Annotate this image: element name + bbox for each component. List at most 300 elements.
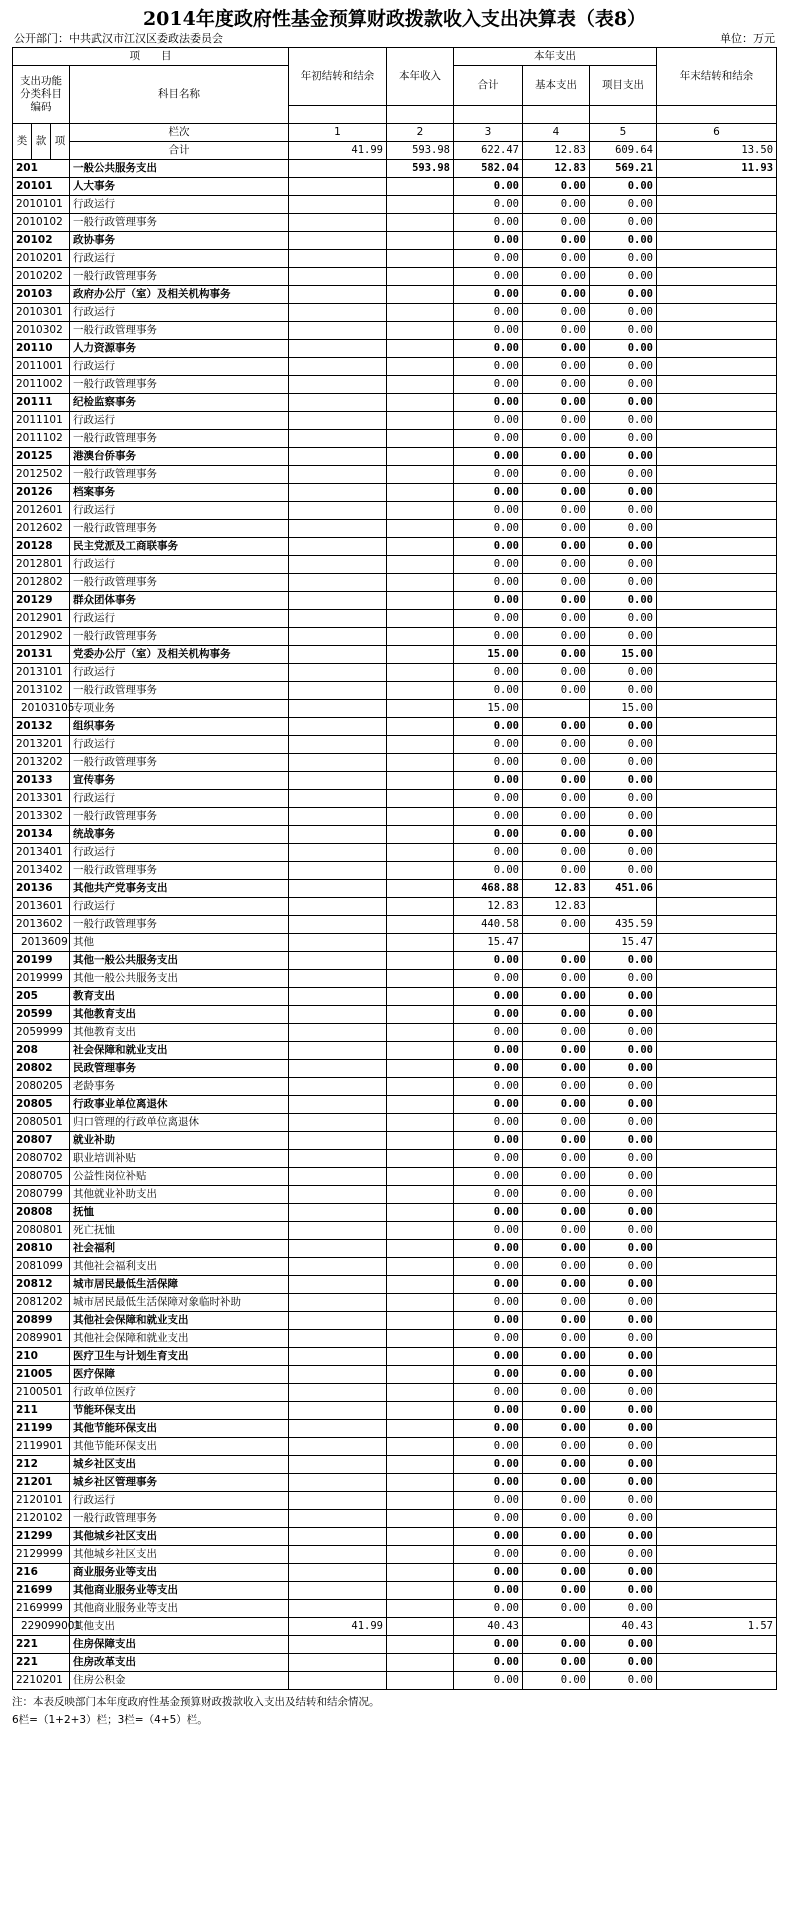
table-row <box>13 1474 777 1492</box>
row-code: 2010102 <box>13 214 70 232</box>
row-value-c4: 0.00 <box>523 1078 590 1096</box>
row-value-c1 <box>289 520 387 538</box>
row-value-c5: 0.00 <box>590 304 657 322</box>
row-value-c2 <box>387 376 454 394</box>
row-value-c2 <box>387 772 454 790</box>
row-value-c6 <box>657 1528 777 1546</box>
row-value-c4: 0.00 <box>523 286 590 304</box>
row-code: 2119901 <box>13 1438 70 1456</box>
table-row <box>13 1258 777 1276</box>
row-value-c5: 0.00 <box>590 376 657 394</box>
row-value-c5: 0.00 <box>590 214 657 232</box>
row-value-c5: 0.00 <box>590 1420 657 1438</box>
row-value-c5: 0.00 <box>590 1186 657 1204</box>
row-code: 20133 <box>13 772 70 790</box>
row-value-c6 <box>657 178 777 196</box>
row-code: 205 <box>13 988 70 1006</box>
row-value-c3: 0.00 <box>454 502 523 520</box>
row-value-c3: 0.00 <box>454 1348 523 1366</box>
row-name: 其他社会保障和就业支出 <box>70 1330 289 1348</box>
row-value-c5: 0.00 <box>590 394 657 412</box>
row-value-c3: 0.00 <box>454 250 523 268</box>
row-value-c4: 0.00 <box>523 376 590 394</box>
row-code: 20126 <box>13 484 70 502</box>
row-value-c2 <box>387 358 454 376</box>
row-value-c1 <box>289 232 387 250</box>
col-num-3: 3 <box>454 124 523 142</box>
row-code: 20102 <box>13 232 70 250</box>
row-code: 211 <box>13 1402 70 1420</box>
row-value-c3: 0.00 <box>454 1672 523 1690</box>
row-name: 一般行政管理事务 <box>70 520 289 538</box>
table-row <box>13 1294 777 1312</box>
row-value-c4: 0.00 <box>523 1384 590 1402</box>
row-value-c2 <box>387 1618 454 1636</box>
row-code: 2081202 <box>13 1294 70 1312</box>
row-value-c2 <box>387 430 454 448</box>
row-value-c2 <box>387 1168 454 1186</box>
row-code: 2013102 <box>13 682 70 700</box>
row-value-c2 <box>387 1114 454 1132</box>
row-value-c4: 0.00 <box>523 1636 590 1654</box>
row-name: 城乡社区管理事务 <box>70 1474 289 1492</box>
row-value-c4: 0.00 <box>523 1330 590 1348</box>
table-row <box>13 628 777 646</box>
row-value-c6 <box>657 1492 777 1510</box>
table-row <box>13 1384 777 1402</box>
row-code: 2012601 <box>13 502 70 520</box>
row-name: 其他就业补助支出 <box>70 1186 289 1204</box>
row-code: 20131 <box>13 646 70 664</box>
row-value-c2 <box>387 538 454 556</box>
row-value-c6 <box>657 1024 777 1042</box>
row-name: 民主党派及工商联事务 <box>70 538 289 556</box>
row-value-c3: 0.00 <box>454 1654 523 1672</box>
row-name: 其他节能环保支出 <box>70 1420 289 1438</box>
row-value-c4: 0.00 <box>523 1060 590 1078</box>
row-value-c4: 0.00 <box>523 520 590 538</box>
row-name: 其他商业服务业等支出 <box>70 1600 289 1618</box>
table-row <box>13 1672 777 1690</box>
row-value-c6 <box>657 1276 777 1294</box>
row-value-c1 <box>289 664 387 682</box>
row-value-c3: 0.00 <box>454 520 523 538</box>
row-value-c4: 0.00 <box>523 322 590 340</box>
row-value-c3: 0.00 <box>454 1582 523 1600</box>
row-value-c4: 0.00 <box>523 1222 590 1240</box>
row-value-c3: 0.00 <box>454 682 523 700</box>
row-code: 20807 <box>13 1132 70 1150</box>
row-value-c1 <box>289 1258 387 1276</box>
row-value-c6 <box>657 1420 777 1438</box>
row-value-c5: 435.59 <box>590 916 657 934</box>
row-value-c4: 0.00 <box>523 232 590 250</box>
row-value-c1 <box>289 1546 387 1564</box>
row-value-c6 <box>657 394 777 412</box>
row-value-c5: 0.00 <box>590 1384 657 1402</box>
row-value-c3: 0.00 <box>454 304 523 322</box>
row-value-c3: 0.00 <box>454 466 523 484</box>
row-value-c1 <box>289 808 387 826</box>
row-value-c4: 0.00 <box>523 1438 590 1456</box>
row-code: 2013202 <box>13 754 70 772</box>
header-income: 本年收入 <box>387 48 454 106</box>
row-value-c2 <box>387 628 454 646</box>
row-name: 其他城乡社区支出 <box>70 1546 289 1564</box>
row-value-c3: 0.00 <box>454 1636 523 1654</box>
row-name: 城市居民最低生活保障 <box>70 1276 289 1294</box>
row-name: 归口管理的行政单位离退休 <box>70 1114 289 1132</box>
row-name: 公益性岗位补贴 <box>70 1168 289 1186</box>
row-value-c1 <box>289 700 387 718</box>
col-num-5: 5 <box>590 124 657 142</box>
row-name: 组织事务 <box>70 718 289 736</box>
table-row <box>13 358 777 376</box>
row-value-c2 <box>387 1006 454 1024</box>
row-value-c2 <box>387 1042 454 1060</box>
row-value-c2 <box>387 574 454 592</box>
table-row <box>13 1456 777 1474</box>
table-row <box>13 646 777 664</box>
row-value-c6 <box>657 1042 777 1060</box>
table-row <box>13 1420 777 1438</box>
row-value-c3: 0.00 <box>454 1186 523 1204</box>
row-value-c5: 0.00 <box>590 520 657 538</box>
row-code: 20103105 <box>13 700 70 718</box>
row-value-c2 <box>387 1672 454 1690</box>
row-name: 节能环保支出 <box>70 1402 289 1420</box>
row-value-c2 <box>387 1240 454 1258</box>
row-code: 2010202 <box>13 268 70 286</box>
row-value-c5: 0.00 <box>590 1546 657 1564</box>
row-name: 一般行政管理事务 <box>70 916 289 934</box>
row-value-c5: 0.00 <box>590 250 657 268</box>
row-code: 21699 <box>13 1582 70 1600</box>
row-value-c3: 0.00 <box>454 790 523 808</box>
row-name: 一般行政管理事务 <box>70 682 289 700</box>
row-value-c2 <box>387 1402 454 1420</box>
row-code: 2013302 <box>13 808 70 826</box>
row-value-c2 <box>387 700 454 718</box>
row-value-c5: 0.00 <box>590 1042 657 1060</box>
row-name: 宣传事务 <box>70 772 289 790</box>
row-value-c3: 0.00 <box>454 214 523 232</box>
row-code: 20199 <box>13 952 70 970</box>
total-c3: 622.47 <box>454 142 523 160</box>
row-value-c2 <box>387 1258 454 1276</box>
row-name: 行政运行 <box>70 1492 289 1510</box>
row-value-c3: 0.00 <box>454 232 523 250</box>
row-value-c1 <box>289 826 387 844</box>
table-row <box>13 1024 777 1042</box>
row-code: 2011101 <box>13 412 70 430</box>
row-value-c5: 0.00 <box>590 1492 657 1510</box>
row-value-c3: 0.00 <box>454 1060 523 1078</box>
row-value-c1 <box>289 970 387 988</box>
row-value-c4: 0.00 <box>523 556 590 574</box>
row-value-c6 <box>657 1168 777 1186</box>
row-value-c3: 15.00 <box>454 700 523 718</box>
row-name: 一般行政管理事务 <box>70 754 289 772</box>
row-value-c1 <box>289 502 387 520</box>
row-value-c1 <box>289 1528 387 1546</box>
row-value-c5: 0.00 <box>590 1096 657 1114</box>
row-value-c5: 0.00 <box>590 1348 657 1366</box>
report-title: 2014年度政府性基金预算财政拨款收入支出决算表（表8） <box>142 8 647 30</box>
row-value-c6 <box>657 1348 777 1366</box>
row-value-c6 <box>657 466 777 484</box>
col-num-6: 6 <box>657 124 777 142</box>
row-value-c4: 0.00 <box>523 862 590 880</box>
table-row <box>13 556 777 574</box>
row-value-c5: 0.00 <box>590 1294 657 1312</box>
row-value-c4: 0.00 <box>523 1132 590 1150</box>
row-code: 20128 <box>13 538 70 556</box>
table-row <box>13 1654 777 1672</box>
header-lanci: 栏次 <box>70 124 289 142</box>
table-row <box>13 808 777 826</box>
row-value-c1 <box>289 1294 387 1312</box>
row-value-c1 <box>289 358 387 376</box>
row-value-c1 <box>289 1096 387 1114</box>
row-value-c6 <box>657 502 777 520</box>
table-row <box>13 1186 777 1204</box>
table-row <box>13 484 777 502</box>
table-row <box>13 1402 777 1420</box>
row-value-c6 <box>657 682 777 700</box>
row-value-c4: 0.00 <box>523 592 590 610</box>
table-row <box>13 1510 777 1528</box>
row-name: 其他社会保障和就业支出 <box>70 1312 289 1330</box>
table-row <box>13 826 777 844</box>
row-value-c5: 0.00 <box>590 1600 657 1618</box>
row-value-c4: 0.00 <box>523 448 590 466</box>
row-value-c5: 40.43 <box>590 1618 657 1636</box>
row-value-c5: 0.00 <box>590 736 657 754</box>
row-name: 老龄事务 <box>70 1078 289 1096</box>
row-value-c5: 0.00 <box>590 340 657 358</box>
row-value-c1 <box>289 466 387 484</box>
row-value-c6 <box>657 952 777 970</box>
header-total: 合计 <box>454 66 523 106</box>
row-value-c4: 0.00 <box>523 682 590 700</box>
table-row <box>13 1312 777 1330</box>
row-value-c3: 0.00 <box>454 196 523 214</box>
row-value-c4: 0.00 <box>523 808 590 826</box>
row-value-c2 <box>387 754 454 772</box>
table-row <box>13 304 777 322</box>
row-value-c5: 0.00 <box>590 682 657 700</box>
row-value-c5: 0.00 <box>590 1402 657 1420</box>
row-value-c4: 0.00 <box>523 718 590 736</box>
row-value-c2 <box>387 610 454 628</box>
col-num-4: 4 <box>523 124 590 142</box>
row-name: 民政管理事务 <box>70 1060 289 1078</box>
row-name: 一般行政管理事务 <box>70 268 289 286</box>
row-value-c6 <box>657 556 777 574</box>
row-value-c4: 0.00 <box>523 1312 590 1330</box>
row-code: 2012901 <box>13 610 70 628</box>
table-row <box>13 772 777 790</box>
row-value-c1 <box>289 952 387 970</box>
table-row <box>13 754 777 772</box>
row-value-c4: 12.83 <box>523 880 590 898</box>
row-value-c6 <box>657 1564 777 1582</box>
row-value-c6 <box>657 304 777 322</box>
row-value-c3: 0.00 <box>454 1366 523 1384</box>
row-value-c4: 0.00 <box>523 754 590 772</box>
table-row <box>13 196 777 214</box>
row-value-c6 <box>657 1006 777 1024</box>
row-value-c1 <box>289 1402 387 1420</box>
total-label: 合计 <box>70 142 289 160</box>
row-code: 2013401 <box>13 844 70 862</box>
row-value-c1 <box>289 1222 387 1240</box>
row-value-c2 <box>387 1384 454 1402</box>
total-c5: 609.64 <box>590 142 657 160</box>
row-value-c5: 0.00 <box>590 772 657 790</box>
row-value-c2 <box>387 214 454 232</box>
table-row <box>13 1492 777 1510</box>
table-row <box>13 916 777 934</box>
table-row <box>13 340 777 358</box>
row-code: 20129 <box>13 592 70 610</box>
row-code: 2011102 <box>13 430 70 448</box>
row-value-c2 <box>387 808 454 826</box>
row-value-c6 <box>657 1114 777 1132</box>
row-value-c2 <box>387 412 454 430</box>
row-value-c4: 0.00 <box>523 502 590 520</box>
row-name: 行政运行 <box>70 736 289 754</box>
row-value-c4: 0.00 <box>523 1492 590 1510</box>
row-value-c1 <box>289 340 387 358</box>
total-c4: 12.83 <box>523 142 590 160</box>
row-value-c6 <box>657 610 777 628</box>
row-name: 行政运行 <box>70 502 289 520</box>
row-name: 教育支出 <box>70 988 289 1006</box>
table-row <box>13 214 777 232</box>
row-value-c1 <box>289 178 387 196</box>
row-value-c5: 0.00 <box>590 1672 657 1690</box>
row-value-c4: 0.00 <box>523 1546 590 1564</box>
row-code: 2011002 <box>13 376 70 394</box>
header-project: 项目支出 <box>590 66 657 106</box>
row-value-c3: 0.00 <box>454 1510 523 1528</box>
table-row <box>13 790 777 808</box>
row-value-c5: 0.00 <box>590 862 657 880</box>
row-value-c5: 0.00 <box>590 1060 657 1078</box>
row-value-c3: 12.83 <box>454 898 523 916</box>
row-value-c3: 15.00 <box>454 646 523 664</box>
row-code: 221 <box>13 1654 70 1672</box>
row-value-c6 <box>657 448 777 466</box>
row-value-c5: 0.00 <box>590 502 657 520</box>
row-value-c2 <box>387 1474 454 1492</box>
row-name: 档案事务 <box>70 484 289 502</box>
row-name: 其他社会福利支出 <box>70 1258 289 1276</box>
row-value-c3: 0.00 <box>454 1600 523 1618</box>
row-value-c6 <box>657 250 777 268</box>
row-name: 行政运行 <box>70 790 289 808</box>
row-value-c5: 0.00 <box>590 430 657 448</box>
row-value-c4: 0.00 <box>523 1258 590 1276</box>
table-row <box>13 1114 777 1132</box>
row-code: 20101 <box>13 178 70 196</box>
row-value-c2 <box>387 556 454 574</box>
row-value-c1 <box>289 556 387 574</box>
row-value-c6 <box>657 1222 777 1240</box>
row-value-c4: 0.00 <box>523 1024 590 1042</box>
row-value-c4: 0.00 <box>523 412 590 430</box>
row-value-c3: 0.00 <box>454 484 523 502</box>
row-value-c6 <box>657 1078 777 1096</box>
row-value-c6: 1.57 <box>657 1618 777 1636</box>
table-row <box>13 682 777 700</box>
budget-table <box>12 47 777 1690</box>
row-name: 社会保障和就业支出 <box>70 1042 289 1060</box>
total-c1: 41.99 <box>289 142 387 160</box>
row-value-c6 <box>657 358 777 376</box>
row-code: 2080501 <box>13 1114 70 1132</box>
row-name: 一般行政管理事务 <box>70 430 289 448</box>
row-name: 人力资源事务 <box>70 340 289 358</box>
row-name: 一般行政管理事务 <box>70 376 289 394</box>
row-value-c1 <box>289 1654 387 1672</box>
header-kuan: 款 <box>32 124 51 160</box>
row-value-c5: 0.00 <box>590 538 657 556</box>
column-number-row <box>13 124 777 142</box>
row-value-c3: 0.00 <box>454 1492 523 1510</box>
row-value-c5: 0.00 <box>590 628 657 646</box>
row-value-c4: 0.00 <box>523 196 590 214</box>
row-value-c5: 0.00 <box>590 1006 657 1024</box>
table-row <box>13 178 777 196</box>
row-code: 20134 <box>13 826 70 844</box>
row-value-c4: 0.00 <box>523 1276 590 1294</box>
row-value-c2 <box>387 1024 454 1042</box>
row-value-c3: 0.00 <box>454 970 523 988</box>
row-name: 其他教育支出 <box>70 1024 289 1042</box>
row-value-c2 <box>387 1312 454 1330</box>
row-name: 行政运行 <box>70 610 289 628</box>
row-value-c4: 0.00 <box>523 952 590 970</box>
table-row <box>13 430 777 448</box>
table-row <box>13 232 777 250</box>
header-lei: 类 <box>13 124 32 160</box>
row-value-c4: 0.00 <box>523 1672 590 1690</box>
row-value-c5: 0.00 <box>590 1528 657 1546</box>
row-value-c3: 0.00 <box>454 1114 523 1132</box>
row-value-c1 <box>289 1510 387 1528</box>
table-row <box>13 1330 777 1348</box>
row-value-c6 <box>657 628 777 646</box>
row-value-c2 <box>387 1186 454 1204</box>
row-value-c1 <box>289 196 387 214</box>
row-value-c4: 0.00 <box>523 1564 590 1582</box>
row-value-c6 <box>657 1312 777 1330</box>
row-name: 一般行政管理事务 <box>70 808 289 826</box>
row-code: 20125 <box>13 448 70 466</box>
row-value-c4: 0.00 <box>523 772 590 790</box>
row-value-c1 <box>289 1276 387 1294</box>
row-name: 行政运行 <box>70 196 289 214</box>
row-value-c4: 0.00 <box>523 1528 590 1546</box>
row-value-c6 <box>657 1204 777 1222</box>
table-row <box>13 1582 777 1600</box>
row-name: 统战事务 <box>70 826 289 844</box>
row-name: 其他教育支出 <box>70 1006 289 1024</box>
row-value-c3: 440.58 <box>454 916 523 934</box>
